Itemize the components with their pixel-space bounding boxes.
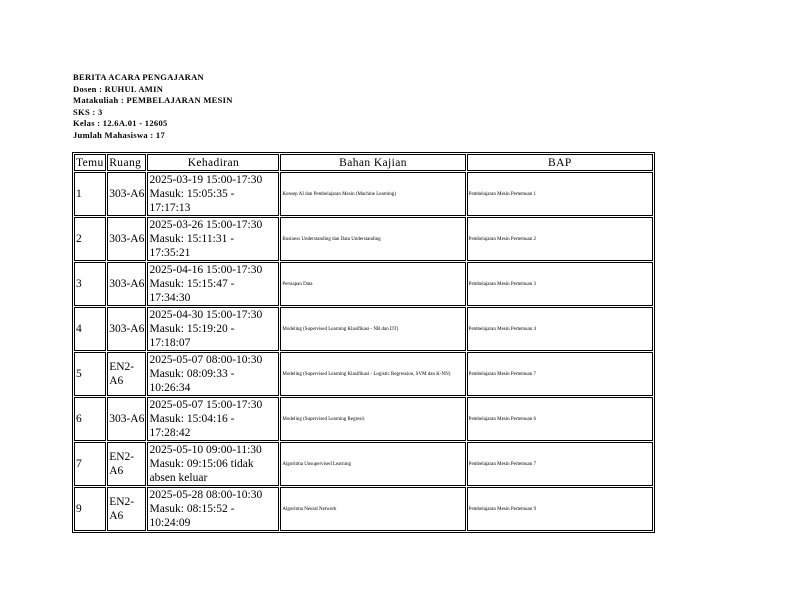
document-title: BERITA ACARA PENGAJARAN <box>73 72 204 82</box>
column-header-ruang: Ruang <box>107 154 146 171</box>
study-material: Modeling (Supervised Learning Klasifikasi - NB dan DT) <box>280 307 465 351</box>
attendance-cell <box>147 352 279 396</box>
study-material: Modeling (Supervised Learning Regresi) <box>280 397 465 441</box>
check-in-time: Masuk: 15:11:31 - 17:35:21 <box>149 233 235 259</box>
check-in-time: Masuk: 15:05:35 - 17:17:13 <box>149 188 235 214</box>
study-material: Algoritma Neural Network <box>280 487 465 531</box>
bap-entry: Pembelajaran Mesin Pertemuan 2 <box>467 217 653 261</box>
attendance-cell <box>147 262 279 306</box>
bap-entry: Pembelajaran Mesin Pertemuan 7 <box>467 352 653 396</box>
table-row <box>74 487 653 531</box>
meeting-number: 2 <box>74 217 106 261</box>
check-in-time: Masuk: 15:15:47 - 17:34:30 <box>149 278 235 304</box>
bap-entry: Pembelajaran Mesin Pertemuan 7 <box>467 442 653 486</box>
lecturer-line: Dosen : RUHUL AMIN <box>73 83 164 94</box>
table-row <box>74 442 653 486</box>
schedule-time: 2025-03-19 15:00-17:30 <box>149 174 263 186</box>
column-header-kehadiran: Kehadiran <box>147 154 279 171</box>
meeting-number: 1 <box>74 172 106 216</box>
attendance-cell <box>147 397 279 441</box>
schedule-time: 2025-05-07 15:00-17:30 <box>149 399 263 411</box>
attendance-cell <box>147 217 279 261</box>
column-header-bahan-kajian: Bahan Kajian <box>280 154 465 171</box>
bap-entry: Pembelajaran Mesin Pertemuan 6 <box>467 397 653 441</box>
study-material: Algoritma Unsupervised Learning <box>280 442 465 486</box>
credits-line: SKS : 3 <box>73 106 103 117</box>
meeting-number: 3 <box>74 262 106 306</box>
table-row <box>74 352 653 396</box>
check-in-time: Masuk: 09:15:06 tidak absen keluar <box>149 458 254 484</box>
room: 303-A6 <box>107 397 146 441</box>
study-material: Business Understanding dan Data Understanding <box>280 217 465 261</box>
room: EN2-A6 <box>107 352 146 396</box>
meeting-number: 9 <box>74 487 106 531</box>
table-header-row <box>74 154 653 171</box>
table-row <box>74 307 653 351</box>
schedule-time: 2025-04-16 15:00-17:30 <box>149 264 263 276</box>
schedule-time: 2025-04-30 15:00-17:30 <box>149 309 263 321</box>
study-material: Persiapan Data <box>280 262 465 306</box>
check-in-time: Masuk: 15:04:16 - 17:28:42 <box>149 413 235 439</box>
schedule-time: 2025-05-10 09:00-11:30 <box>149 444 262 456</box>
attendance-cell <box>147 487 279 531</box>
column-header-temu: Temu <box>74 154 106 171</box>
room: 303-A6 <box>107 217 146 261</box>
schedule-time: 2025-03-26 15:00-17:30 <box>149 219 263 231</box>
bap-entry: Pembelajaran Mesin Pertemuan 4 <box>467 307 653 351</box>
attendance-cell <box>147 172 279 216</box>
schedule-time: 2025-05-28 08:00-10:30 <box>149 489 263 501</box>
room: 303-A6 <box>107 307 146 351</box>
course-line: Matakuliah : PEMBELAJARAN MESIN <box>73 95 233 105</box>
schedule-time: 2025-05-07 08:00-10:30 <box>149 354 263 366</box>
bap-entry: Pembelajaran Mesin Pertemuan 1 <box>467 172 653 216</box>
check-in-time: Masuk: 08:15:52 - 10:24:09 <box>149 503 235 529</box>
table-row <box>74 397 653 441</box>
meeting-number: 5 <box>74 352 106 396</box>
document-header <box>73 72 233 141</box>
room: EN2-A6 <box>107 442 146 486</box>
meeting-number: 6 <box>74 397 106 441</box>
bap-entry: Pembelajaran Mesin Pertemuan 3 <box>467 262 653 306</box>
table-row <box>74 217 653 261</box>
check-in-time: Masuk: 15:19:20 - 17:18:07 <box>149 323 235 349</box>
attendance-table <box>72 152 655 533</box>
room: 303-A6 <box>107 262 146 306</box>
student-count-line: Jumlah Mahasiswa : 17 <box>73 129 166 140</box>
meeting-number: 7 <box>74 442 106 486</box>
bap-entry: Pembelajaran Mesin Pertemuan 9 <box>467 487 653 531</box>
check-in-time: Masuk: 08:09:33 - 10:26:34 <box>149 368 235 394</box>
room: EN2-A6 <box>107 487 146 531</box>
table-row <box>74 172 653 216</box>
column-header-bap: BAP <box>467 154 653 171</box>
study-material: Konsep AI dan Pembelajaran Mesin (Machine Learning) <box>280 172 465 216</box>
class-line: Kelas : 12.6A.01 - 12605 <box>73 118 168 128</box>
attendance-cell <box>147 442 279 486</box>
meeting-number: 4 <box>74 307 106 351</box>
room: 303-A6 <box>107 172 146 216</box>
study-material: Modeling (Supervised Learning Klasifikasi - Logistic Regression, SVM dan K-NN) <box>280 352 465 396</box>
table-row <box>74 262 653 306</box>
attendance-cell <box>147 307 279 351</box>
